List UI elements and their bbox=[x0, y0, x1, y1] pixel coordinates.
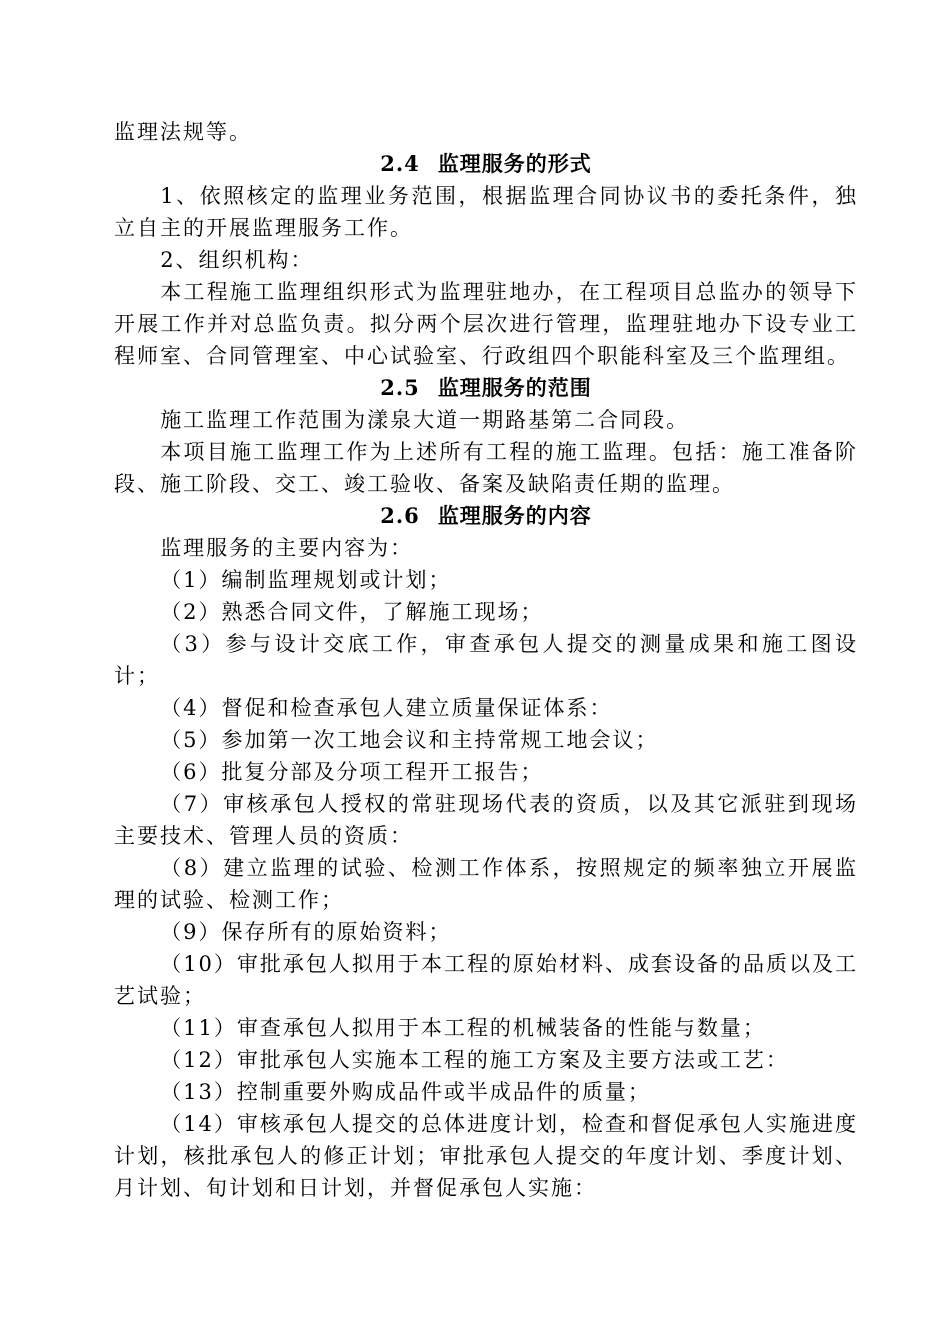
list-item: （11）审查承包人拟用于本工程的机械装备的性能与数量； bbox=[160, 1016, 766, 1040]
list-item: （2）熟悉合同文件，了解施工现场； bbox=[160, 600, 544, 624]
section-number: 2.4 bbox=[380, 151, 420, 176]
paragraph: 监理服务的主要内容为： bbox=[160, 536, 414, 560]
list-item: （10）审批承包人拟用于本工程的原始材料、成套设备的品质以及工艺试验； bbox=[114, 952, 858, 1008]
list-item: （4）督促和检查承包人建立质量保证体系： bbox=[160, 696, 613, 720]
section-title: 监理服务的形式 bbox=[437, 151, 592, 176]
document-page bbox=[114, 116, 858, 1204]
list-item: （12）审批承包人实施本工程的施工方案及主要方法或工艺： bbox=[160, 1048, 789, 1072]
paragraph: 2、组织机构： bbox=[160, 248, 314, 272]
section-title: 监理服务的内容 bbox=[437, 503, 592, 528]
list-item: （6）批复分部及分项工程开工报告； bbox=[160, 760, 544, 784]
list-item: （8）建立监理的试验、检测工作体系，按照规定的频率独立开展监理的试验、检测工作； bbox=[114, 856, 858, 912]
list-item: （7）审核承包人授权的常驻现场代表的资质，以及其它派驻到现场主要技术、管理人员的资质： bbox=[114, 792, 858, 848]
lead-line: 监理法规等。 bbox=[114, 120, 252, 144]
list-item: （9）保存所有的原始资料； bbox=[160, 920, 452, 944]
list-item: （13）控制重要外购成品件或半成品件的质量； bbox=[160, 1080, 651, 1104]
list-item: （3）参与设计交底工作，审查承包人提交的测量成果和施工图设计； bbox=[114, 632, 858, 688]
paragraph: 1、依照核定的监理业务范围，根据监理合同协议书的委托条件，独立自主的开展监理服务工作。 bbox=[114, 184, 858, 240]
section-heading bbox=[114, 148, 858, 180]
paragraph: 施工监理工作范围为漾泉大道一期路基第二合同段。 bbox=[160, 408, 690, 432]
paragraph: 本工程施工监理组织形式为监理驻地办，在工程项目总监办的领导下开展工作并对总监负责。拟分两个层次进行管理，监理驻地办下设专业工程师室、合同管理室、中心试验室、行政组四个职能科室及三个监理组。 bbox=[114, 280, 858, 368]
list-item: （14）审核承包人提交的总体进度计划，检查和督促承包人实施进度计划，核批承包人的修正计划；审批承包人提交的年度计划、季度计划、月计划、旬计划和日计划，并督促承包人实施： bbox=[114, 1112, 858, 1200]
paragraph: 本项目施工监理工作为上述所有工程的施工监理。包括：施工准备阶段、施工阶段、交工、竣工验收、备案及缺陷责任期的监理。 bbox=[114, 440, 858, 496]
list-item: （5）参加第一次工地会议和主持常规工地会议； bbox=[160, 728, 659, 752]
section-heading bbox=[114, 372, 858, 404]
list-item: （1）编制监理规划或计划； bbox=[160, 568, 452, 592]
section-number: 2.5 bbox=[380, 375, 420, 400]
section-2-4 bbox=[114, 148, 858, 372]
section-heading bbox=[114, 500, 858, 532]
section-number: 2.6 bbox=[380, 503, 420, 528]
section-2-5 bbox=[114, 372, 858, 500]
section-2-6 bbox=[114, 500, 858, 1204]
section-title: 监理服务的范围 bbox=[437, 375, 592, 400]
